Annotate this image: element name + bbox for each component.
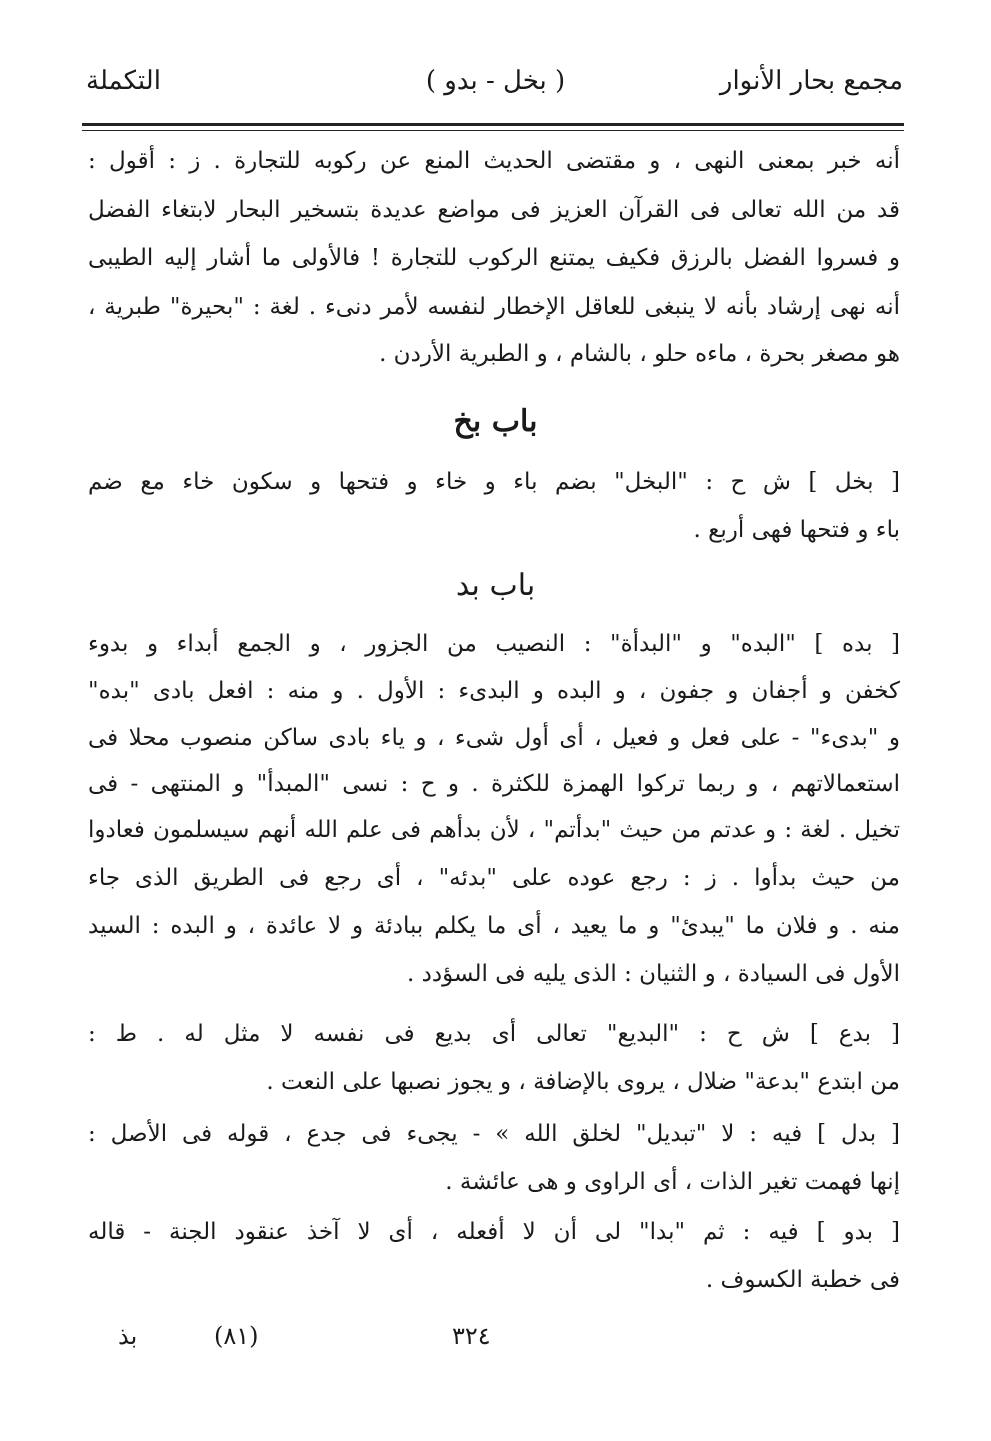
text-line: هو مصغر بحرة ، ماءه حلو ، بالشام ، و الطبرية الأردن . [379,341,900,367]
text-line: باء و فتحها فهى أربع . [693,517,900,543]
text-line: الأول فى السيادة ، و الثنيان : الذى يليه فى السؤدد . [407,961,900,987]
text-line: إنها فهمت تغير الذات ، أى الراوى و هى عائشة . [445,1169,900,1195]
text-line: [ بدو ] فيه : ثم "بدا" لى أن لا أفعله ، أى لا آخذ عنقود الجنة - قاله [88,1219,900,1245]
text-line: [ بدع ] ش ح : "البديع" تعالى أى بديع فى نفسه لا مثل له . ط : [88,1021,900,1047]
running-title-entries: ( بخل - بدو ) [425,66,566,96]
text-line: و فسروا الفضل بالرزق فكيف يمتنع الركوب للتجارة ! فالأولى ما أشار إليه الطيبى [88,245,900,271]
text-line: [ بده ] "البده" و "البدأة" : النصيب من الجزور ، و الجمع أبداء و بدوء [88,631,900,657]
section-heading: باب بخ [453,404,538,439]
sheet-number: (٨١) [214,1322,259,1350]
text-line: من حيث بدأوا . ز : رجع عوده على "بدئه" ، أى رجع فى الطريق الذى جاء [88,865,900,891]
text-line: فى خطبة الكسوف . [705,1267,900,1293]
running-title-book: مجمع بحار الأنوار [719,66,903,96]
text-line: استعمالاتهم ، و ربما تركوا الهمزة للكثرة . و ح : نسى "المبدأ" و المنتهى - فى [88,771,900,797]
header-rule-thick [82,123,904,126]
text-line: [ بدل ] فيه : لا "تبديل" لخلق الله » - يجىء فى جدع ، قوله فى الأصل : [88,1121,900,1147]
section-heading: باب بد [455,568,536,603]
text-line: تخيل . لغة : و عدتم من حيث "بدأتم" ، لأن بدأهم فى علم الله أنهم سيسلمون فعادوا [88,817,900,843]
text-line: منه . و فلان ما "يبدئ" و ما يعيد ، أى ما يكلم ببادئة و لا عائدة ، و البده : السيد [88,913,900,939]
running-title-section: التكملة [86,66,161,96]
signature-mark: بذ [118,1322,138,1350]
text-line: و "بدىء" - على فعل و فعيل ، أى أول شىء ، و ياء بادى ساكن منصوب محلا فى [88,725,900,751]
text-line: أنه خبر بمعنى النهى ، و مقتضى الحديث المنع عن ركوبه للتجارة . ز : أقول : [88,148,900,174]
header-rule-thin [82,130,904,131]
text-line: قد من الله تعالى فى القرآن العزيز فى مواضع عديدة بتسخير البحار لابتغاء الفضل [88,197,900,223]
text-line: [ بخل ] ش ح : "البخل" بضم باء و خاء و فتحها و سكون خاء مع ضم [88,469,900,495]
page-number: ٣٢٤ [452,1322,491,1350]
text-line: أنه نهى إرشاد بأنه لا ينبغى للعاقل الإخطار لنفسه لأمر دنىء . لغة : "بحيرة" طبرية ، [88,294,900,320]
text-line: كخفن و أجفان و جفون ، و البده و البدىء : الأول . و منه : افعل بادى "بده" [88,678,900,704]
text-line: من ابتدع "بدعة" ضلال ، يروى بالإضافة ، و يجوز نصبها على النعت . [266,1069,900,1095]
